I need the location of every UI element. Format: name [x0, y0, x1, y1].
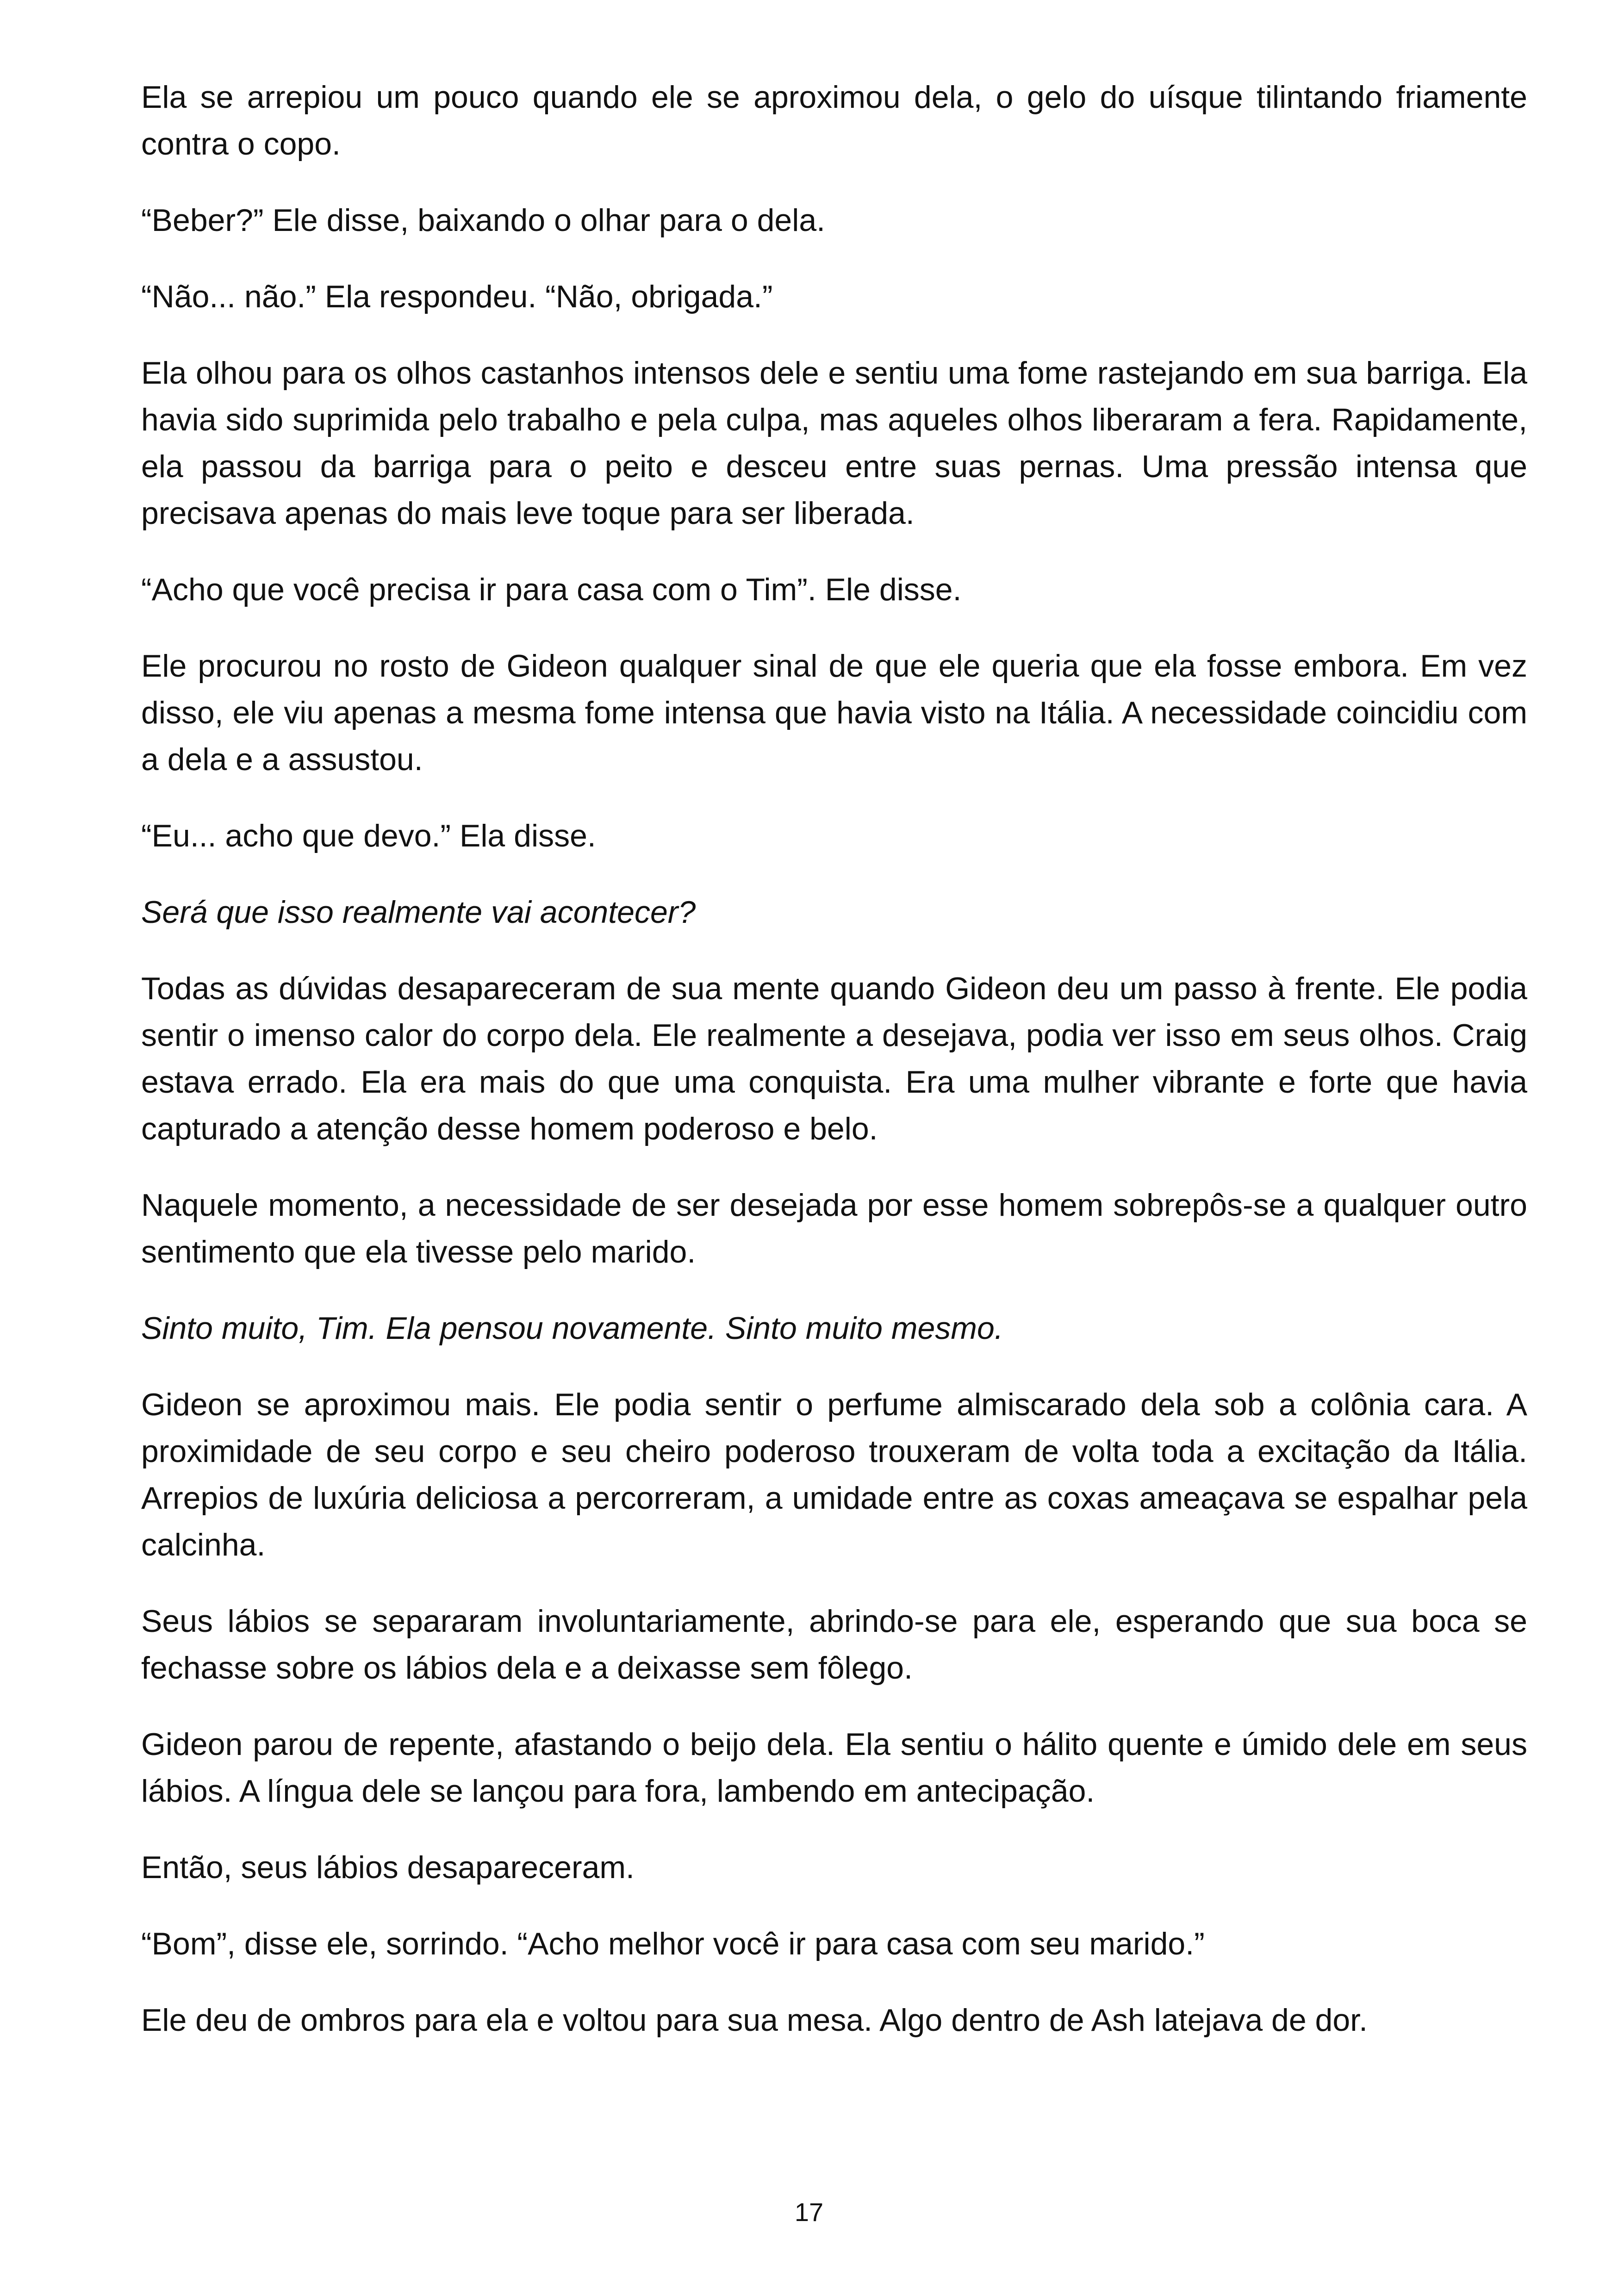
paragraph-5: “Acho que você precisa ir para casa com o Tim”. Ele disse.	[141, 572, 962, 607]
page-number: 17	[794, 2197, 824, 2227]
paragraph-11-thought: Sinto muito, Tim. Ela pensou novamente. Sinto muito mesmo.	[141, 1311, 1003, 1346]
paragraph-8-thought: Será que isso realmente vai acontecer?	[141, 895, 696, 930]
paragraph-12: Gideon se aproximou mais. Ele podia sentir o perfume almiscarado dela sob a colônia cara. A proximidade de seu corpo e seu cheiro poderoso trouxeram de volta toda a excitação da Itália. Arrepios de luxúria deliciosa a percorreram, a umidade entre as coxas ameaçava se espalhar pela calcinha.	[141, 1387, 1527, 1562]
paragraph-4: Ela olhou para os olhos castanhos intensos dele e sentiu uma fome rastejando em sua barriga. Ela havia sido suprimida pelo trabalho e pela culpa, mas aqueles olhos liberaram a fera. Rapidamente, ela passou da barriga para o peito e desceu entre suas pernas. Uma pressão intensa que precisava apenas do mais leve toque para ser liberada.	[141, 355, 1527, 531]
paragraph-3: “Não... não.” Ela respondeu. “Não, obrigada.”	[141, 279, 773, 314]
paragraph-7: “Eu... acho que devo.” Ela disse.	[141, 818, 596, 853]
paragraph-13: Seus lábios se separaram involuntariamente, abrindo-se para ele, esperando que sua boca se fechasse sobre os lábios dela e a deixasse sem fôlego.	[141, 1604, 1527, 1686]
paragraph-10: Naquele momento, a necessidade de ser desejada por esse homem sobrepôs-se a qualquer outro sentimento que ela tivesse pelo marido.	[141, 1188, 1527, 1269]
body-text	[141, 74, 1527, 2073]
paragraph-6: Ele procurou no rosto de Gideon qualquer sinal de que ele queria que ela fosse embora. Em vez disso, ele viu apenas a mesma fome intensa que havia visto na Itália. A necessidade coincidiu com a dela e a assustou.	[141, 648, 1527, 777]
paragraph-14: Gideon parou de repente, afastando o beijo dela. Ela sentiu o hálito quente e úmido dele em seus lábios. A língua dele se lançou para fora, lambendo em antecipação.	[141, 1727, 1527, 1809]
paragraph-1: Ela se arrepiou um pouco quando ele se aproximou dela, o gelo do uísque tilintando friamente contra o copo.	[141, 80, 1527, 162]
paragraph-15: Então, seus lábios desapareceram.	[141, 1850, 635, 1885]
paragraph-9: Todas as dúvidas desapareceram de sua mente quando Gideon deu um passo à frente. Ele podia sentir o imenso calor do corpo dela. Ele realmente a desejava, podia ver isso em seus olhos. Craig estava errado. Ela era mais do que uma conquista. Era uma mulher vibrante e forte que havia capturado a atenção desse homem poderoso e belo.	[141, 971, 1527, 1146]
paragraph-17: Ele deu de ombros para ela e voltou para sua mesa. Algo dentro de Ash latejava de dor.	[141, 2003, 1368, 2038]
paragraph-16: “Bom”, disse ele, sorrindo. “Acho melhor você ir para casa com seu marido.”	[141, 1926, 1205, 1961]
paragraph-2: “Beber?” Ele disse, baixando o olhar para o dela.	[141, 203, 826, 238]
